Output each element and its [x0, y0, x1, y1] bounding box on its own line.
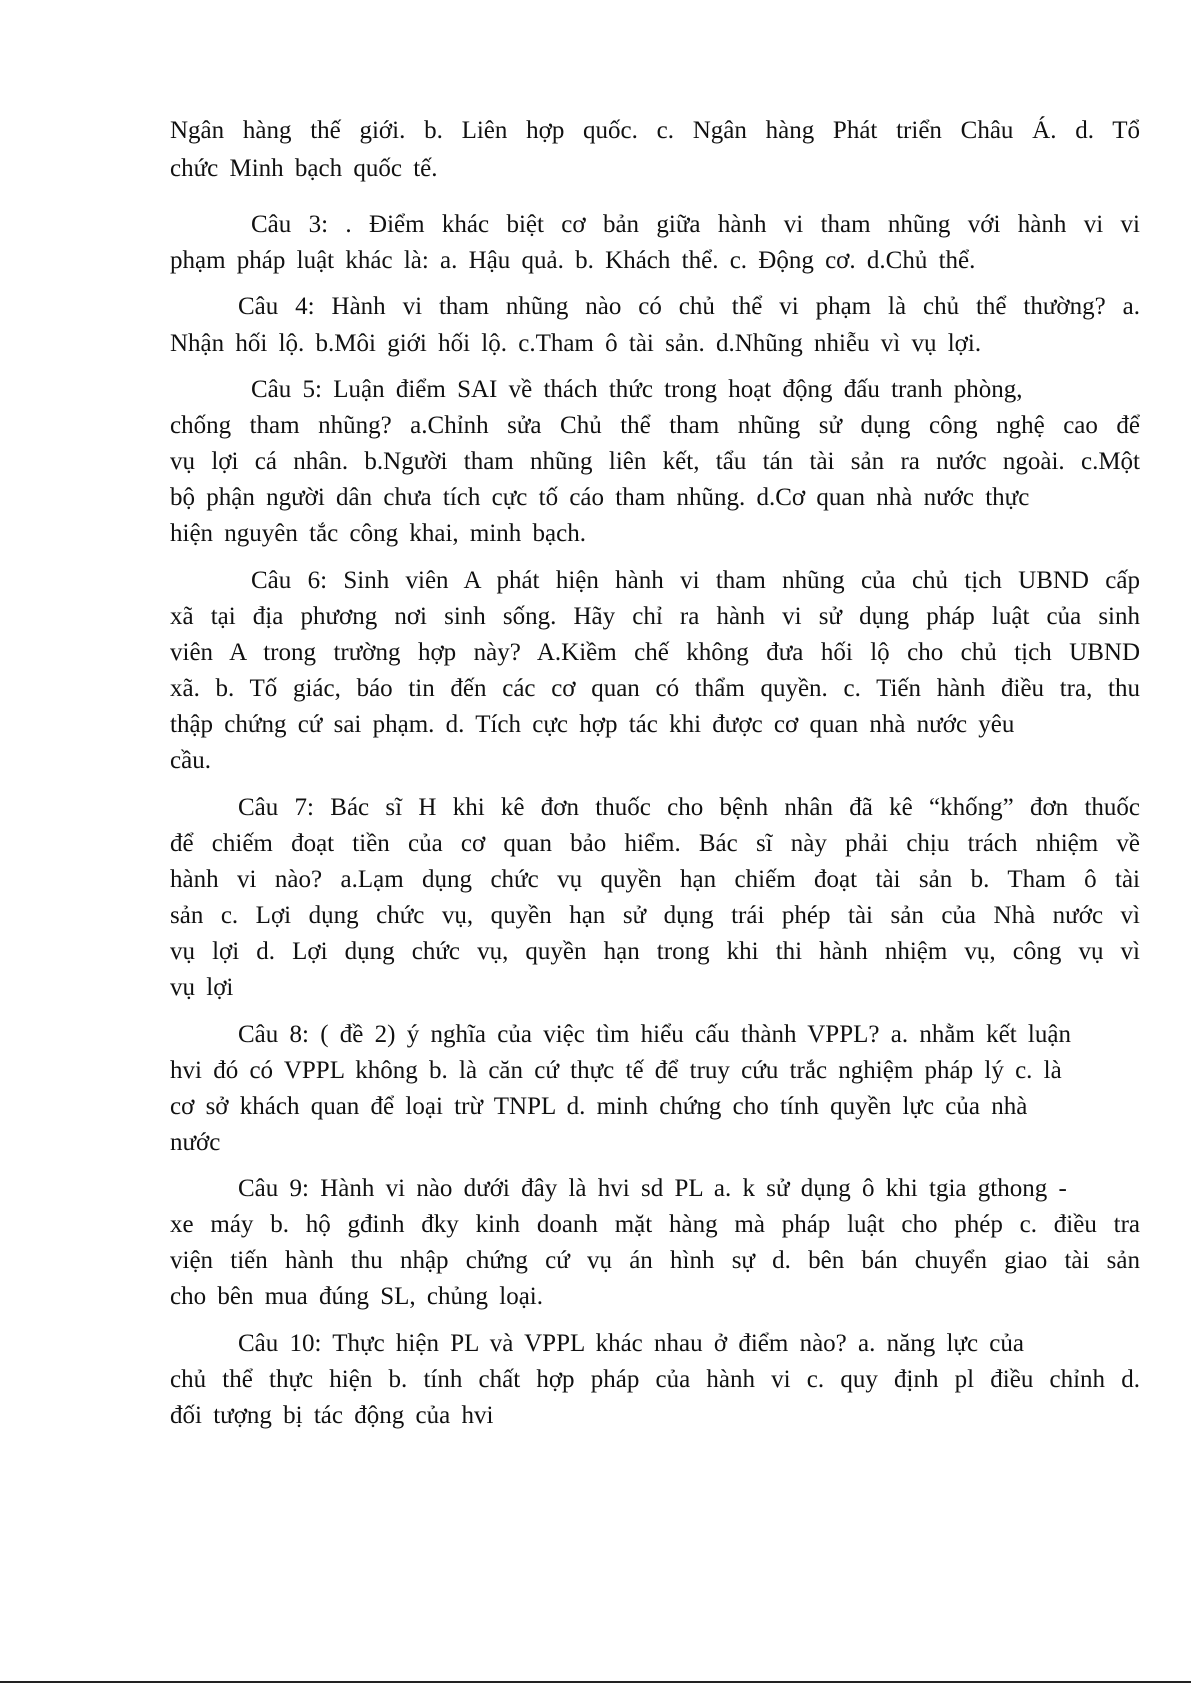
- text-line: hvi đó có VPPL không b. là căn cứ thực tế để truy cứu trắc nghiệm pháp lý c. là: [170, 1057, 1062, 1084]
- text-line: chống tham nhũng? a.Chỉnh sửa Chủ thể tham nhũng sử dụng công nghệ cao để: [170, 412, 1140, 439]
- text-line: đối tượng bị tác động của hvi: [170, 1402, 494, 1429]
- text-line: vụ lợi cá nhân. b.Người tham nhũng liên kết, tẩu tán tài sản ra nước ngoài. c.Một: [170, 448, 1140, 475]
- text-line: Nhận hối lộ. b.Môi giới hối lộ. c.Tham ô tài sản. d.Nhũng nhiễu vì vụ lợi.: [170, 330, 982, 357]
- bottom-divider: [0, 1681, 1191, 1683]
- text-line: sản c. Lợi dụng chức vụ, quyền hạn sử dụng trái phép tài sản của Nhà nước vì: [170, 902, 1140, 929]
- text-line: hành vi nào? a.Lạm dụng chức vụ quyền hạn chiếm đoạt tài sản b. Tham ô tài: [170, 866, 1140, 893]
- text-line: xã. b. Tố giác, báo tin đến các cơ quan có thẩm quyền. c. Tiến hành điều tra, thu: [170, 675, 1140, 702]
- text-line: cơ sở khách quan để loại trừ TNPL d. minh chứng cho tính quyền lực của nhà: [170, 1093, 1028, 1120]
- text-line: hiện nguyên tắc công khai, minh bạch.: [170, 520, 586, 547]
- text-line: vụ lợi d. Lợi dụng chức vụ, quyền hạn trong khi thi hành nhiệm vụ, công vụ vì: [170, 938, 1140, 965]
- text-line: để chiếm đoạt tiền của cơ quan bảo hiểm. Bác sĩ này phải chịu trách nhiệm về: [170, 830, 1140, 857]
- text-line: chủ thể thực hiện b. tính chất hợp pháp của hành vi c. quy định pl điều chỉnh d.: [170, 1366, 1140, 1393]
- text-line: chức Minh bạch quốc tế.: [170, 155, 438, 182]
- text-line: phạm pháp luật khác là: a. Hậu quả. b. Khách thể. c. Động cơ. d.Chủ thể.: [170, 247, 976, 274]
- text-line: thập chứng cứ sai phạm. d. Tích cực hợp tác khi được cơ quan nhà nước yêu: [170, 711, 1015, 738]
- text-line: vụ lợi: [170, 974, 234, 1001]
- text-line: viên A trong trường hợp này? A.Kiềm chế không đưa hối lộ cho chủ tịch UBND: [170, 639, 1140, 666]
- question-4-line: Câu 4: Hành vi tham nhũng nào có chủ thể vi phạm là chủ thể thường? a.: [238, 293, 1140, 320]
- question-3-line: Câu 3: . Điểm khác biệt cơ bản giữa hành vi tham nhũng với hành vi vi: [251, 211, 1140, 238]
- question-9-line: Câu 9: Hành vi nào dưới đây là hvi sd PL a. k sử dụng ô khi tgia gthong -: [238, 1175, 1067, 1202]
- question-10-line: Câu 10: Thực hiện PL và VPPL khác nhau ở điểm nào? a. năng lực của: [238, 1330, 1024, 1357]
- text-line: xã tại địa phương nơi sinh sống. Hãy chỉ ra hành vi sử dụng pháp luật của sinh: [170, 603, 1140, 630]
- text-line: cho bên mua đúng SL, chủng loại.: [170, 1283, 543, 1310]
- question-7-line: Câu 7: Bác sĩ H khi kê đơn thuốc cho bệnh nhân đã kê “khống” đơn thuốc: [238, 794, 1140, 821]
- text-line: cầu.: [170, 747, 211, 774]
- text-line: bộ phận người dân chưa tích cực tố cáo tham nhũng. d.Cơ quan nhà nước thực: [170, 484, 1030, 511]
- question-6-line: Câu 6: Sinh viên A phát hiện hành vi tham nhũng của chủ tịch UBND cấp: [251, 567, 1140, 594]
- text-line: nước: [170, 1129, 221, 1156]
- text-line: viện tiến hành thu nhập chứng cứ vụ án hình sự d. bên bán chuyển giao tài sản: [170, 1247, 1140, 1274]
- text-line: xe máy b. hộ gđinh đky kinh doanh mặt hàng mà pháp luật cho phép c. điều tra: [170, 1211, 1140, 1238]
- question-5-line: Câu 5: Luận điểm SAI về thách thức trong hoạt động đấu tranh phòng,: [251, 376, 1023, 403]
- question-8-line: Câu 8: ( đề 2) ý nghĩa của việc tìm hiểu cấu thành VPPL? a. nhằm kết luận: [238, 1021, 1071, 1048]
- text-line: Ngân hàng thế giới. b. Liên hợp quốc. c. Ngân hàng Phát triển Châu Á. d. Tổ: [170, 117, 1140, 144]
